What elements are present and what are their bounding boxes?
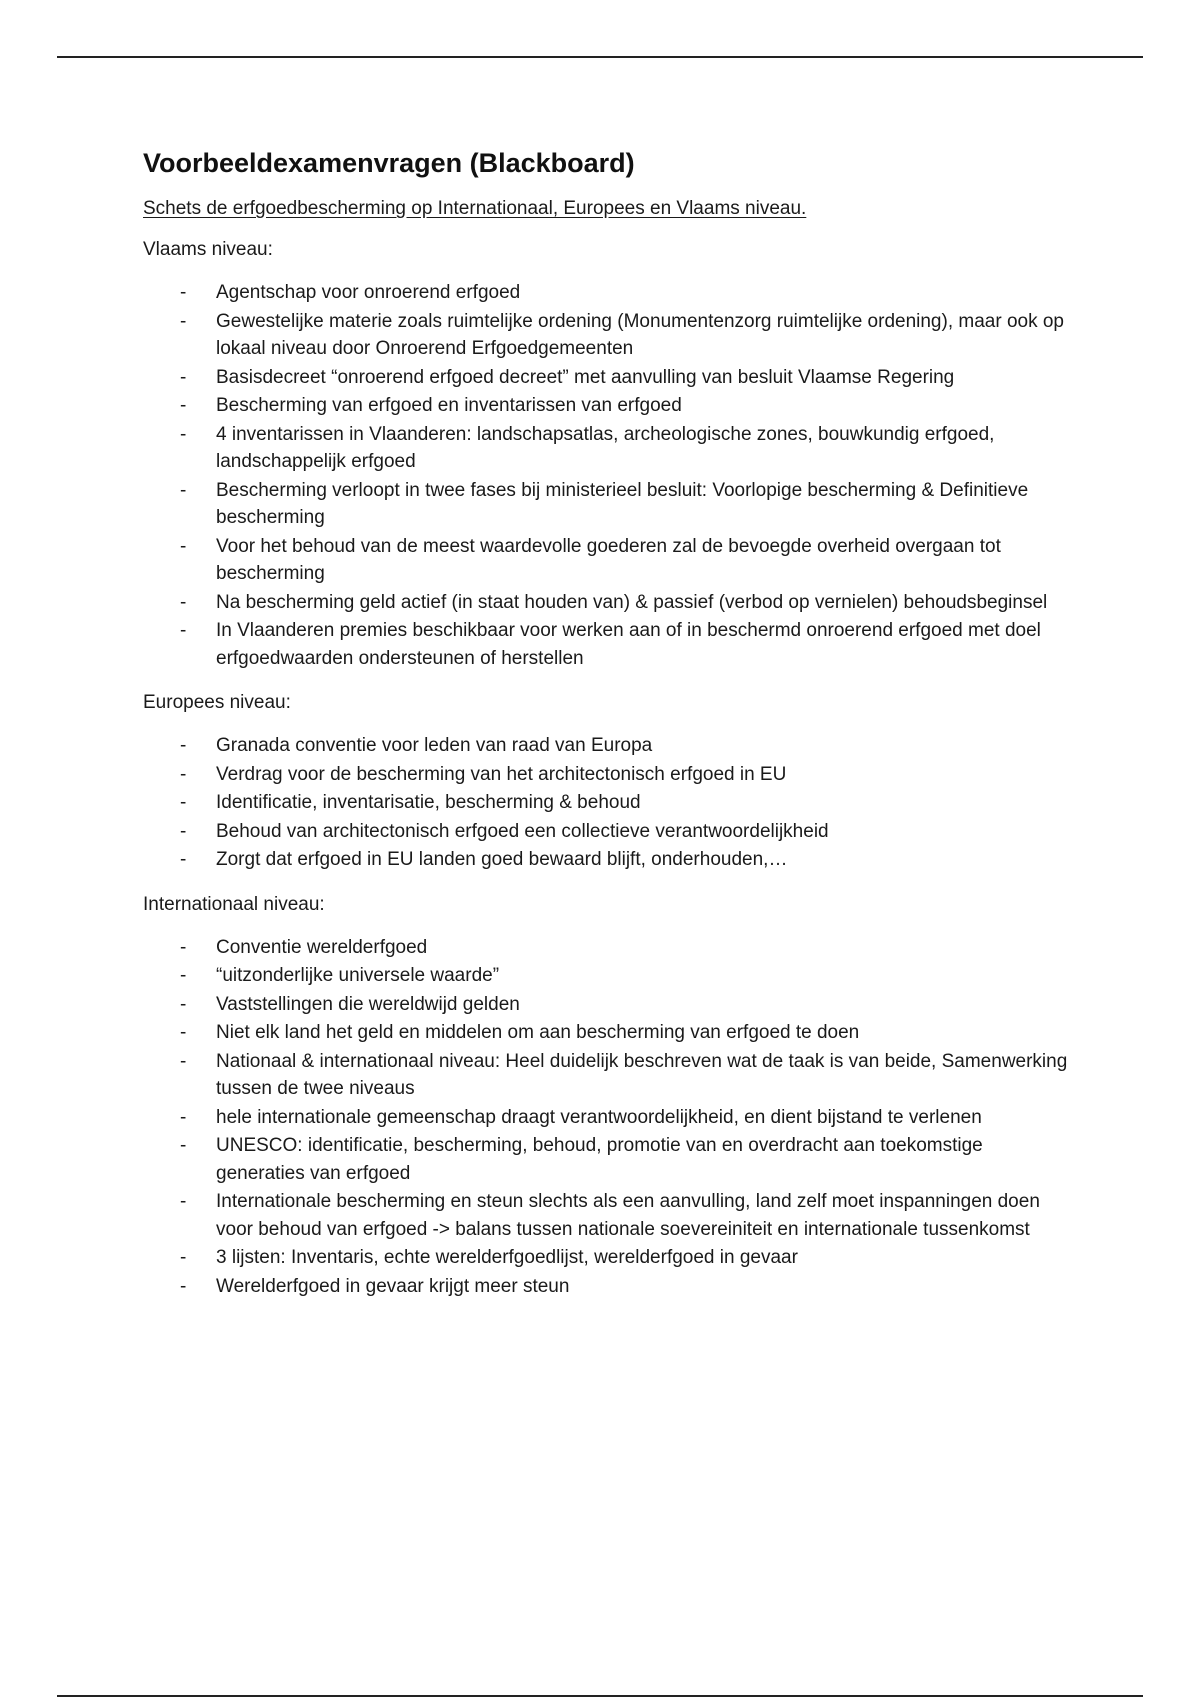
list-item <box>143 1132 1073 1187</box>
list-item <box>143 1019 1073 1047</box>
list-item-text: Granada conventie voor leden van raad van Europa <box>216 735 653 756</box>
bullet-dash: - <box>180 849 187 870</box>
bullet-dash: - <box>180 395 187 416</box>
list-item-text: Vaststellingen die wereldwijd gelden <box>216 993 520 1015</box>
list-item-text: Zorgt dat erfgoed in EU landen goed bewaard blijft, onderhouden,… <box>216 849 788 870</box>
list-item <box>143 846 1073 874</box>
list-item-text: Identificatie, inventarisatie, bescherming & behoud <box>216 792 641 813</box>
bullet-dash: - <box>180 1050 187 1072</box>
bullet-dash: - <box>180 993 187 1015</box>
footer-rule <box>57 1695 1143 1697</box>
section-heading: Europees niveau: <box>143 692 291 713</box>
sections-container <box>143 237 1073 1300</box>
list-item <box>143 1104 1073 1132</box>
bullet-dash: - <box>180 282 187 303</box>
list-item-text: “uitzonderlijke universele waarde” <box>216 965 500 986</box>
list-item <box>143 1273 1073 1301</box>
bullet-dash: - <box>180 936 187 958</box>
list-item-text: Bescherming verloopt in twee fases bij ministerieel besluit: Voorlopige bescherming & Definitieve bescherming <box>216 479 1029 528</box>
bullet-dash: - <box>180 310 187 332</box>
list-item <box>143 279 1073 307</box>
list-item <box>143 392 1073 420</box>
list-item-text: Behoud van architectonisch erfgoed een collectieve verantwoordelijkheid <box>216 820 829 842</box>
bullet-dash: - <box>180 1106 187 1128</box>
bullet-dash: - <box>180 366 187 388</box>
section-heading: Internationaal niveau: <box>143 893 325 915</box>
list-item <box>143 962 1073 990</box>
bullet-dash: - <box>180 591 187 613</box>
bullet-dash: - <box>180 735 187 756</box>
list-item-text: Niet elk land het geld en middelen om aan bescherming van erfgoed te doen <box>216 1022 860 1043</box>
bullet-dash: - <box>180 792 187 813</box>
bullet-dash: - <box>180 479 187 501</box>
list-item <box>143 1048 1073 1103</box>
list-item <box>143 934 1073 962</box>
bullet-dash: - <box>180 1191 187 1212</box>
bullet-dash: - <box>180 763 187 785</box>
bullet-dash: - <box>180 1022 187 1043</box>
list-item-text: In Vlaanderen premies beschikbaar voor werken aan of in beschermd onroerend erfgoed met doel erfgoedwaarden ondersteunen of herstellen <box>216 620 1041 669</box>
bullet-list <box>143 279 1073 672</box>
list-item <box>143 421 1073 476</box>
list-item-text: Verdrag voor de bescherming van het architectonisch erfgoed in EU <box>216 763 787 785</box>
list-item <box>143 308 1073 363</box>
list-item <box>143 617 1073 672</box>
list-item-text: Nationaal & internationaal niveau: Heel duidelijk beschreven wat de taak is van beide, Samenwerking tussen de twee niveaus <box>216 1050 1068 1099</box>
list-item-text: Basisdecreet “onroerend erfgoed decreet” met aanvulling van besluit Vlaamse Regering <box>216 366 955 388</box>
bullet-dash: - <box>180 1247 187 1268</box>
bullet-dash: - <box>180 620 187 641</box>
list-item <box>143 789 1073 817</box>
list-item <box>143 1244 1073 1272</box>
list-item-text: Conventie werelderfgoed <box>216 936 428 958</box>
list-item-text: 3 lijsten: Inventaris, echte werelderfgoedlijst, werelderfgoed in gevaar <box>216 1247 798 1268</box>
list-item-text: Bescherming van erfgoed en inventarissen van erfgoed <box>216 395 682 416</box>
list-item-text: Agentschap voor onroerend erfgoed <box>216 282 521 303</box>
list-item-text: hele internationale gemeenschap draagt verantwoordelijkheid, en dient bijstand te verlenen <box>216 1106 982 1128</box>
list-item <box>143 818 1073 846</box>
list-item <box>143 732 1073 760</box>
list-item <box>143 477 1073 532</box>
bullet-dash: - <box>180 423 187 445</box>
list-item <box>143 533 1073 588</box>
list-item-text: Internationale bescherming en steun slechts als een aanvulling, land zelf moet inspanningen doen voor behoud van erfgoed -> balans tussen nationale soevereiniteit en internationale tussenkomst <box>216 1191 1040 1240</box>
list-item <box>143 364 1073 392</box>
bullet-list <box>143 934 1073 1301</box>
list-item <box>143 991 1073 1019</box>
bullet-dash: - <box>180 820 187 842</box>
bullet-dash: - <box>180 965 187 986</box>
list-item-text: Gewestelijke materie zoals ruimtelijke ordening (Monumentenzorg ruimtelijke ordening), maar ook op lokaal niveau door Onroerend Erfgoedgemeenten <box>216 310 1064 359</box>
list-item-text: Na bescherming geld actief (in staat houden van) & passief (verbod op vernielen) behoudsbeginsel <box>216 591 1048 613</box>
exam-question: Schets de erfgoedbescherming op Internationaal, Europees en Vlaams niveau. <box>143 198 807 219</box>
bullet-dash: - <box>180 1135 187 1156</box>
list-item-text: Werelderfgoed in gevaar krijgt meer steun <box>216 1275 570 1297</box>
document-body <box>143 146 1073 1318</box>
list-item <box>143 761 1073 789</box>
page-title: Voorbeeldexamenvragen (Blackboard) <box>143 148 635 178</box>
bullet-dash: - <box>180 1275 187 1297</box>
list-item <box>143 1188 1073 1243</box>
bullet-dash: - <box>180 535 187 557</box>
list-item-text: 4 inventarissen in Vlaanderen: landschapsatlas, archeologische zones, bouwkundig erfgoed, landschappelijk erfgoed <box>216 423 995 472</box>
section-heading: Vlaams niveau: <box>143 239 273 260</box>
list-item <box>143 589 1073 617</box>
list-item-text: Voor het behoud van de meest waardevolle goederen zal de bevoegde overheid overgaan tot bescherming <box>216 535 1001 584</box>
header-rule <box>57 56 1143 58</box>
list-item-text: UNESCO: identificatie, bescherming, behoud, promotie van en overdracht aan toekomstige generaties van erfgoed <box>216 1135 983 1184</box>
bullet-list <box>143 732 1073 874</box>
